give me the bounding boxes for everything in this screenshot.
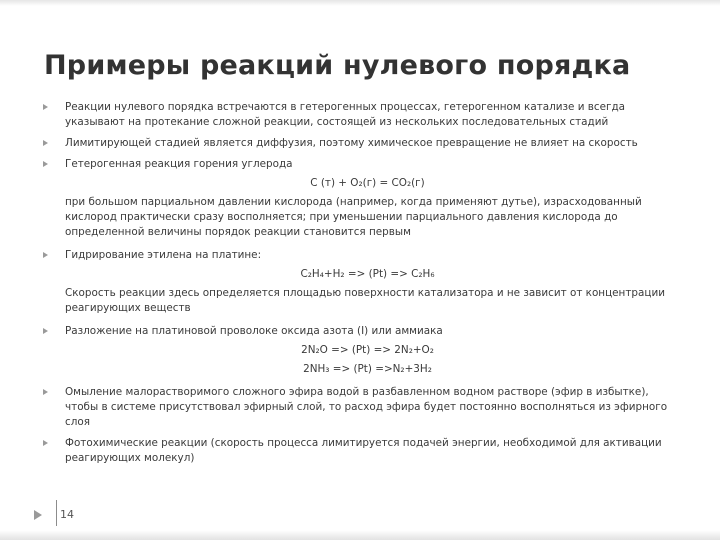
bullet-arrow-icon — [43, 328, 48, 334]
bullet-item — [40, 324, 670, 339]
slide-title: Примеры реакций нулевого порядка — [44, 50, 631, 81]
footer-shade — [0, 530, 720, 540]
bullet-arrow-icon — [43, 104, 48, 110]
bullet-text: Фотохимические реакции (скорость процесса лимитируется подачей энергии, необходимой для активации реагирующих молекул) — [65, 437, 662, 464]
footer-divider — [56, 500, 57, 526]
bullet-note: Скорость реакции здесь определяется площадью поверхности катализатора и не зависит от концентрации реагирующих веществ — [65, 287, 665, 314]
bullet-item — [40, 136, 670, 151]
bullet-item — [40, 100, 670, 130]
bullet-list — [40, 100, 670, 466]
equation: C (т) + O₂(г) = CO₂(г) — [310, 177, 425, 189]
bullet-text: Омыление малорастворимого сложного эфира водой в разбавленном водном растворе (эфир в избытке), чтобы в системе присутствовал эфирный слой, то расход эфира будет постоянно восполняться из эфирного слоя — [65, 386, 668, 428]
equation: C₂H₄+H₂ => (Pt) => C₂H₆ — [300, 268, 435, 280]
bullet-text: Разложение на платиновой проволоке оксида азота (I) или аммиака — [65, 325, 443, 337]
equation: 2NH₃ => (Pt) =>N₂+3H₂ — [303, 363, 432, 375]
bullet-item — [40, 436, 670, 466]
bullet-text: Гетерогенная реакция горения углерода — [65, 158, 293, 170]
bullet-arrow-icon — [43, 252, 48, 258]
bullet-text: Гидрирование этилена на платине: — [65, 249, 262, 261]
bullet-text: Лимитирующей стадией является диффузия, поэтому химическое превращение не влияет на скорость — [65, 137, 638, 149]
bullet-arrow-icon — [43, 140, 48, 146]
bullet-item — [40, 248, 670, 263]
bullet-arrow-icon — [43, 161, 48, 167]
footer-arrow-icon — [34, 510, 42, 520]
bullet-text: Реакции нулевого порядка встречаются в гетерогенных процессах, гетерогенном катализе и всегда указывают на протекание сложной реакции, состоящей из нескольких последовательных стадий — [65, 101, 626, 128]
page-number: 14 — [60, 508, 74, 521]
bullet-item — [40, 157, 670, 172]
slide-footer — [0, 514, 720, 540]
bullet-item — [40, 385, 670, 430]
bullet-arrow-icon — [43, 389, 48, 395]
bullet-arrow-icon — [43, 440, 48, 446]
top-border — [0, 0, 720, 6]
bullet-note: при большом парциальном давлении кислорода (например, когда применяют дутье), израсходованный кислород практически сразу восполняется; при уменьшении парциального давления кислорода до определенной величины порядок реакции становится первым — [65, 196, 642, 238]
equation: 2N₂O => (Pt) => 2N₂+O₂ — [301, 344, 434, 356]
